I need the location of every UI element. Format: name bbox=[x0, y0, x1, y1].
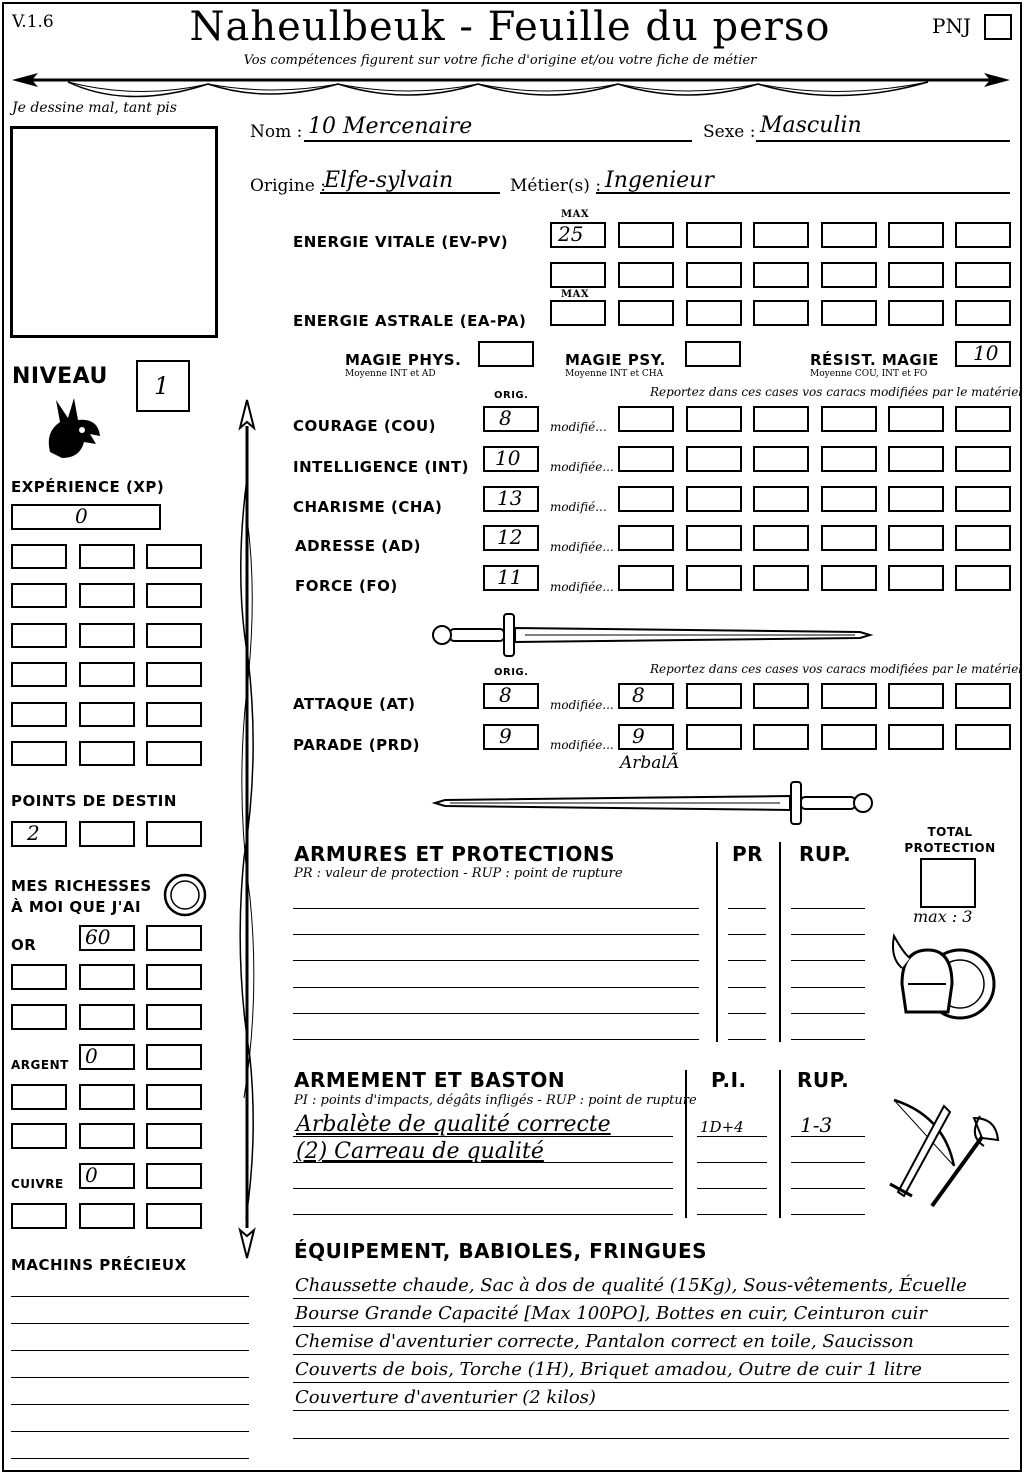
xp-grid-box[interactable] bbox=[79, 702, 135, 727]
magie-psy-box[interactable] bbox=[685, 341, 741, 367]
orig-label: ORIG. bbox=[494, 390, 529, 401]
ev-box[interactable] bbox=[821, 262, 877, 288]
armure-pr-line bbox=[728, 1013, 766, 1014]
attaque-orig[interactable]: 8 bbox=[483, 683, 539, 709]
ea-max-label: MAX bbox=[561, 289, 590, 300]
xp-grid-box[interactable] bbox=[11, 741, 67, 766]
armure-row-line bbox=[293, 1039, 699, 1040]
sword-icon bbox=[430, 780, 875, 826]
stat-cou-label: COURAGE (COU) bbox=[293, 417, 437, 435]
magie-psy-label: MAGIE PSY. bbox=[565, 351, 666, 369]
stat-int-box[interactable] bbox=[821, 446, 877, 472]
stat-cou-box[interactable] bbox=[753, 406, 809, 432]
parade-label: PARADE (PRD) bbox=[293, 736, 421, 754]
stat-cha-box[interactable] bbox=[753, 486, 809, 512]
xp-grid-box[interactable] bbox=[11, 702, 67, 727]
xp-grid-box[interactable] bbox=[11, 583, 67, 608]
stat-cou-box[interactable] bbox=[686, 406, 742, 432]
magie-phys-note: Moyenne INT et AD bbox=[345, 369, 436, 379]
argent-box[interactable] bbox=[146, 1044, 202, 1070]
xp-grid-box[interactable] bbox=[146, 623, 202, 648]
machins-line bbox=[11, 1404, 249, 1405]
or-box[interactable] bbox=[11, 964, 67, 990]
argent-box[interactable] bbox=[11, 1123, 67, 1149]
or-label: OR bbox=[11, 936, 37, 954]
xp-grid-box[interactable] bbox=[146, 662, 202, 687]
ev-box[interactable] bbox=[888, 222, 944, 248]
attaque-box[interactable]: 8 bbox=[618, 683, 674, 709]
stat-fo-mod: modifiée... bbox=[550, 580, 614, 594]
equipement-rule bbox=[293, 1438, 1009, 1439]
destin-label: POINTS DE DESTIN bbox=[11, 792, 177, 810]
stat-cha-box[interactable] bbox=[888, 486, 944, 512]
stat-int-box[interactable] bbox=[618, 446, 674, 472]
stat-cha-box[interactable] bbox=[821, 486, 877, 512]
armure-rup-line bbox=[791, 960, 865, 961]
origine-value[interactable]: Elfe-sylvain bbox=[324, 168, 454, 193]
armement-title: ARMEMENT ET BASTON bbox=[294, 1068, 566, 1092]
stat-ad-mod: modifiée... bbox=[550, 540, 614, 554]
armure-row-line bbox=[293, 960, 699, 961]
armement-note: PI : points d'impacts, dégâts infligés - RUP : point de rupture bbox=[294, 1093, 697, 1108]
machins-line bbox=[11, 1323, 249, 1324]
armure-row-line bbox=[293, 987, 699, 988]
cuivre-box[interactable] bbox=[79, 1203, 135, 1229]
total-protection-label-2: PROTECTION bbox=[904, 841, 996, 855]
armement-divider bbox=[779, 1070, 781, 1218]
parade-box[interactable] bbox=[888, 724, 944, 750]
ev-box[interactable] bbox=[686, 262, 742, 288]
ea-box[interactable] bbox=[821, 300, 877, 326]
armure-row-line bbox=[293, 934, 699, 935]
equipement-rule bbox=[293, 1354, 1009, 1355]
armure-row-line bbox=[293, 1013, 699, 1014]
cuivre-box[interactable] bbox=[146, 1203, 202, 1229]
xp-box[interactable]: 0 bbox=[11, 504, 161, 530]
argent-box[interactable] bbox=[146, 1084, 202, 1110]
xp-grid-box[interactable] bbox=[146, 583, 202, 608]
spear-icon bbox=[232, 398, 262, 1260]
stat-cha-label: CHARISME (CHA) bbox=[293, 498, 443, 516]
armement-divider bbox=[685, 1070, 687, 1218]
machins-line bbox=[11, 1458, 249, 1459]
equipement-rule bbox=[293, 1410, 1009, 1411]
armure-pr-line bbox=[728, 934, 766, 935]
stat-ad-label: ADRESSE (AD) bbox=[295, 537, 422, 555]
stat-fo-box[interactable] bbox=[618, 565, 674, 591]
equipement-rule bbox=[293, 1298, 1009, 1299]
portrait-box[interactable] bbox=[10, 126, 218, 338]
stat-cou-box[interactable] bbox=[821, 406, 877, 432]
stat-fo-orig[interactable]: 11 bbox=[483, 565, 539, 591]
stat-fo-box[interactable] bbox=[888, 565, 944, 591]
or-box[interactable]: 60 bbox=[79, 925, 135, 951]
page-title: Naheulbeuk - Feuille du perso bbox=[189, 4, 831, 50]
ea-box[interactable] bbox=[753, 300, 809, 326]
richesses-label-1: MES RICHESSES bbox=[11, 877, 152, 895]
weapon-note: ArbalÃ bbox=[620, 753, 680, 773]
or-box[interactable] bbox=[79, 1004, 135, 1030]
weapon-row-line bbox=[293, 1162, 673, 1163]
sexe-label: Sexe : bbox=[703, 122, 756, 142]
weapon-pi-line bbox=[697, 1188, 767, 1189]
stat-ad-box[interactable] bbox=[888, 525, 944, 551]
parade-orig[interactable]: 9 bbox=[483, 724, 539, 750]
ea-box[interactable] bbox=[888, 300, 944, 326]
destin-box[interactable] bbox=[79, 821, 135, 847]
stat-int-orig[interactable]: 10 bbox=[483, 446, 539, 472]
weapon-row-name[interactable]: (2) Carreau de qualité bbox=[296, 1139, 544, 1164]
xp-grid-box[interactable] bbox=[79, 662, 135, 687]
stat-ad-box[interactable] bbox=[821, 525, 877, 551]
armures-title: ARMURES ET PROTECTIONS bbox=[294, 842, 615, 866]
total-protection-box[interactable] bbox=[920, 858, 976, 908]
weapon-row-name[interactable]: Arbalète de qualité correcte bbox=[296, 1112, 611, 1137]
xp-grid-box[interactable] bbox=[11, 623, 67, 648]
armure-rup-line bbox=[791, 1013, 865, 1014]
page-subtitle: Vos compétences figurent sur votre fiche d'origine et/ou votre fiche de métier bbox=[243, 53, 757, 68]
ev-max-label: MAX bbox=[561, 209, 590, 220]
stat-ad-box[interactable] bbox=[618, 525, 674, 551]
total-protection-label-1: TOTAL bbox=[927, 825, 973, 839]
equipement-line[interactable]: Couverts de bois, Torche (1H), Briquet amadou, Outre de cuir 1 litre bbox=[295, 1359, 922, 1380]
armement-pi-label: P.I. bbox=[711, 1068, 747, 1092]
equipement-line[interactable]: Bourse Grande Capacité [Max 100PO], Bottes en cuir, Ceinturon cuir bbox=[295, 1303, 928, 1324]
cuivre-box[interactable]: 0 bbox=[79, 1163, 135, 1189]
or-box[interactable] bbox=[146, 964, 202, 990]
armure-rup-line bbox=[791, 987, 865, 988]
portrait-caption: Je dessine mal, tant pis bbox=[12, 100, 177, 116]
stat-cha-box[interactable] bbox=[686, 486, 742, 512]
weapon-pi-line bbox=[697, 1162, 767, 1163]
weapon-row-line bbox=[293, 1214, 673, 1215]
niveau-label: NIVEAU bbox=[12, 364, 108, 389]
ev-box[interactable] bbox=[550, 262, 606, 288]
sexe-underline bbox=[756, 140, 1010, 142]
ev-box[interactable] bbox=[821, 222, 877, 248]
argent-box[interactable]: 0 bbox=[79, 1044, 135, 1070]
parade-box[interactable] bbox=[753, 724, 809, 750]
xp-grid-box[interactable] bbox=[79, 544, 135, 569]
ev-box[interactable] bbox=[618, 222, 674, 248]
stat-int-mod: modifiée... bbox=[550, 460, 614, 474]
weapon-row-pi[interactable]: 1D+4 bbox=[700, 1118, 744, 1136]
resist-magie-label: RÉSIST. MAGIE bbox=[810, 351, 940, 369]
or-box[interactable] bbox=[79, 964, 135, 990]
armures-rup-label: RUP. bbox=[799, 842, 852, 866]
stat-cou-box[interactable] bbox=[955, 406, 1011, 432]
ea-box[interactable] bbox=[955, 300, 1011, 326]
crossed-weapons-icon bbox=[884, 1096, 1008, 1218]
origine-label: Origine : bbox=[250, 176, 326, 196]
machins-line bbox=[11, 1431, 249, 1432]
argent-box[interactable] bbox=[11, 1084, 67, 1110]
or-box[interactable] bbox=[146, 925, 202, 951]
attaque-label: ATTAQUE (AT) bbox=[293, 695, 416, 713]
cuivre-label: CUIVRE bbox=[11, 1177, 64, 1191]
equipement-title: ÉQUIPEMENT, BABIOLES, FRINGUES bbox=[294, 1239, 708, 1263]
attaque-box[interactable] bbox=[753, 683, 809, 709]
machins-line bbox=[11, 1350, 249, 1351]
parade-box[interactable] bbox=[821, 724, 877, 750]
parade-box[interactable] bbox=[686, 724, 742, 750]
xp-grid-box[interactable] bbox=[79, 583, 135, 608]
parade-box[interactable] bbox=[955, 724, 1011, 750]
stat-int-box[interactable] bbox=[955, 446, 1011, 472]
parade-mod: modifiée... bbox=[550, 738, 614, 752]
nom-underline bbox=[304, 140, 692, 142]
ev-box[interactable] bbox=[753, 262, 809, 288]
armure-pr-line bbox=[728, 987, 766, 988]
xp-grid-box[interactable] bbox=[79, 623, 135, 648]
machins-label: MACHINS PRÉCIEUX bbox=[11, 1256, 187, 1274]
pnj-checkbox[interactable] bbox=[984, 14, 1012, 40]
weapon-pi-line bbox=[697, 1136, 767, 1137]
armement-rup-label: RUP. bbox=[797, 1068, 850, 1092]
destin-box[interactable]: 2 bbox=[11, 821, 67, 847]
sword-icon bbox=[430, 612, 875, 658]
equipement-line[interactable]: Couverture d'aventurier (2 kilos) bbox=[295, 1387, 596, 1408]
armures-divider bbox=[779, 842, 781, 1042]
stat-fo-label: FORCE (FO) bbox=[295, 577, 398, 595]
metier-label: Métier(s) : bbox=[510, 176, 602, 196]
stat-cou-mod: modifié... bbox=[550, 420, 607, 434]
xp-grid-box[interactable] bbox=[11, 544, 67, 569]
equipement-line[interactable]: Chemise d'aventurier correcte, Pantalon correct en toile, Saucisson bbox=[295, 1331, 914, 1352]
destin-box[interactable] bbox=[146, 821, 202, 847]
cuivre-box[interactable] bbox=[146, 1163, 202, 1189]
pnj-label: PNJ bbox=[932, 14, 971, 38]
weapon-row-line bbox=[293, 1188, 673, 1189]
sexe-value[interactable]: Masculin bbox=[760, 113, 862, 138]
stat-int-label: INTELLIGENCE (INT) bbox=[293, 458, 469, 476]
stat-fo-box[interactable] bbox=[955, 565, 1011, 591]
argent-box[interactable] bbox=[146, 1123, 202, 1149]
metier-value[interactable]: Ingenieur bbox=[605, 168, 714, 193]
stat-ad-orig[interactable]: 12 bbox=[483, 525, 539, 551]
stat-cha-box[interactable] bbox=[955, 486, 1011, 512]
armure-pr-line bbox=[728, 908, 766, 909]
ev-max-box[interactable]: 25 bbox=[550, 222, 606, 248]
ev-box[interactable] bbox=[888, 262, 944, 288]
stat-cha-orig[interactable]: 13 bbox=[483, 486, 539, 512]
nom-label: Nom : bbox=[250, 122, 303, 142]
ea-max-box[interactable] bbox=[550, 300, 606, 326]
armure-row-line bbox=[293, 908, 699, 909]
origine-underline bbox=[320, 192, 500, 194]
ea-label: ENERGIE ASTRALE (EA-PA) bbox=[293, 312, 527, 330]
ev-box[interactable] bbox=[753, 222, 809, 248]
equipement-line[interactable]: Chaussette chaude, Sac à dos de qualité (15Kg), Sous-vêtements, Écuelle bbox=[295, 1275, 967, 1296]
max-protection-note: max : 3 bbox=[913, 907, 973, 926]
stat-ad-box[interactable] bbox=[753, 525, 809, 551]
ev-label: ENERGIE VITALE (EV-PV) bbox=[293, 233, 509, 251]
xp-grid-box[interactable] bbox=[146, 544, 202, 569]
ea-box[interactable] bbox=[618, 300, 674, 326]
armure-rup-line bbox=[791, 934, 865, 935]
stat-ad-box[interactable] bbox=[686, 525, 742, 551]
parade-box[interactable]: 9 bbox=[618, 724, 674, 750]
stat-fo-box[interactable] bbox=[686, 565, 742, 591]
resist-magie-note: Moyenne COU, INT et FO bbox=[810, 369, 928, 379]
weapon-pi-line bbox=[697, 1214, 767, 1215]
armures-note: PR : valeur de protection - RUP : point de rupture bbox=[294, 866, 623, 881]
stat-ad-box[interactable] bbox=[955, 525, 1011, 551]
stat-cou-box[interactable] bbox=[888, 406, 944, 432]
magie-phys-box[interactable] bbox=[478, 341, 534, 367]
armure-pr-line bbox=[728, 960, 766, 961]
weapon-rup-line bbox=[791, 1214, 865, 1215]
ev-box[interactable] bbox=[955, 262, 1011, 288]
stats-report-note: Reportez dans ces cases vos caracs modifiées par le matériel bbox=[650, 385, 1023, 399]
argent-label: ARGENT bbox=[11, 1058, 69, 1072]
stat-cha-mod: modifié... bbox=[550, 500, 607, 514]
ev-box[interactable] bbox=[618, 262, 674, 288]
ev-box[interactable] bbox=[955, 222, 1011, 248]
argent-box[interactable] bbox=[79, 1084, 135, 1110]
helmet-shield-icon bbox=[888, 928, 1000, 1034]
coin-icon bbox=[162, 872, 208, 918]
weapon-rup-line bbox=[791, 1162, 865, 1163]
attaque-box[interactable] bbox=[686, 683, 742, 709]
magie-phys-label: MAGIE PHYS. bbox=[345, 351, 462, 369]
magie-psy-note: Moyenne INT et CHA bbox=[565, 369, 664, 379]
stat-cou-orig[interactable]: 8 bbox=[483, 406, 539, 432]
attaque-mod: modifiée... bbox=[550, 698, 614, 712]
xp-grid-box[interactable] bbox=[79, 741, 135, 766]
weapon-rup-line bbox=[791, 1136, 865, 1137]
ea-box[interactable] bbox=[686, 300, 742, 326]
ev-box[interactable] bbox=[686, 222, 742, 248]
or-box[interactable] bbox=[11, 1004, 67, 1030]
machins-line bbox=[11, 1296, 249, 1297]
stat-fo-box[interactable] bbox=[753, 565, 809, 591]
weapon-row-line bbox=[293, 1136, 673, 1137]
combat-report-note: Reportez dans ces cases vos caracs modifiées par le matériel bbox=[650, 662, 1023, 676]
richesses-label-2: À MOI QUE J'AI bbox=[11, 898, 142, 916]
metier-underline bbox=[596, 192, 1010, 194]
machins-line bbox=[11, 1377, 249, 1378]
armures-pr-label: PR bbox=[732, 842, 764, 866]
armures-divider bbox=[716, 842, 718, 1042]
argent-box[interactable] bbox=[79, 1123, 135, 1149]
armure-pr-line bbox=[728, 1039, 766, 1040]
version-label: V.1.6 bbox=[12, 12, 54, 32]
dragon-icon bbox=[40, 392, 106, 464]
weapon-row-rup[interactable]: 1-3 bbox=[800, 1113, 833, 1137]
nom-value[interactable]: 10 Mercenaire bbox=[308, 114, 473, 139]
stat-int-box[interactable] bbox=[753, 446, 809, 472]
xp-grid-box[interactable] bbox=[11, 662, 67, 687]
equipement-rule bbox=[293, 1382, 1009, 1383]
stat-int-box[interactable] bbox=[888, 446, 944, 472]
armure-rup-line bbox=[791, 908, 865, 909]
armure-rup-line bbox=[791, 1039, 865, 1040]
combat-orig-label: ORIG. bbox=[494, 667, 529, 678]
xp-grid-box[interactable] bbox=[146, 702, 202, 727]
cuivre-box[interactable] bbox=[11, 1203, 67, 1229]
stat-int-box[interactable] bbox=[686, 446, 742, 472]
weapon-rup-line bbox=[791, 1188, 865, 1189]
xp-grid-box[interactable] bbox=[146, 741, 202, 766]
stat-fo-box[interactable] bbox=[821, 565, 877, 591]
attaque-box[interactable] bbox=[821, 683, 877, 709]
attaque-box[interactable] bbox=[888, 683, 944, 709]
stat-cou-box[interactable] bbox=[618, 406, 674, 432]
attaque-box[interactable] bbox=[955, 683, 1011, 709]
niveau-box[interactable]: 1 bbox=[136, 360, 190, 412]
or-box[interactable] bbox=[146, 1004, 202, 1030]
stat-cha-box[interactable] bbox=[618, 486, 674, 512]
equipement-rule bbox=[293, 1326, 1009, 1327]
resist-magie-box[interactable]: 10 bbox=[955, 341, 1011, 367]
xp-label: EXPÉRIENCE (XP) bbox=[11, 478, 165, 496]
